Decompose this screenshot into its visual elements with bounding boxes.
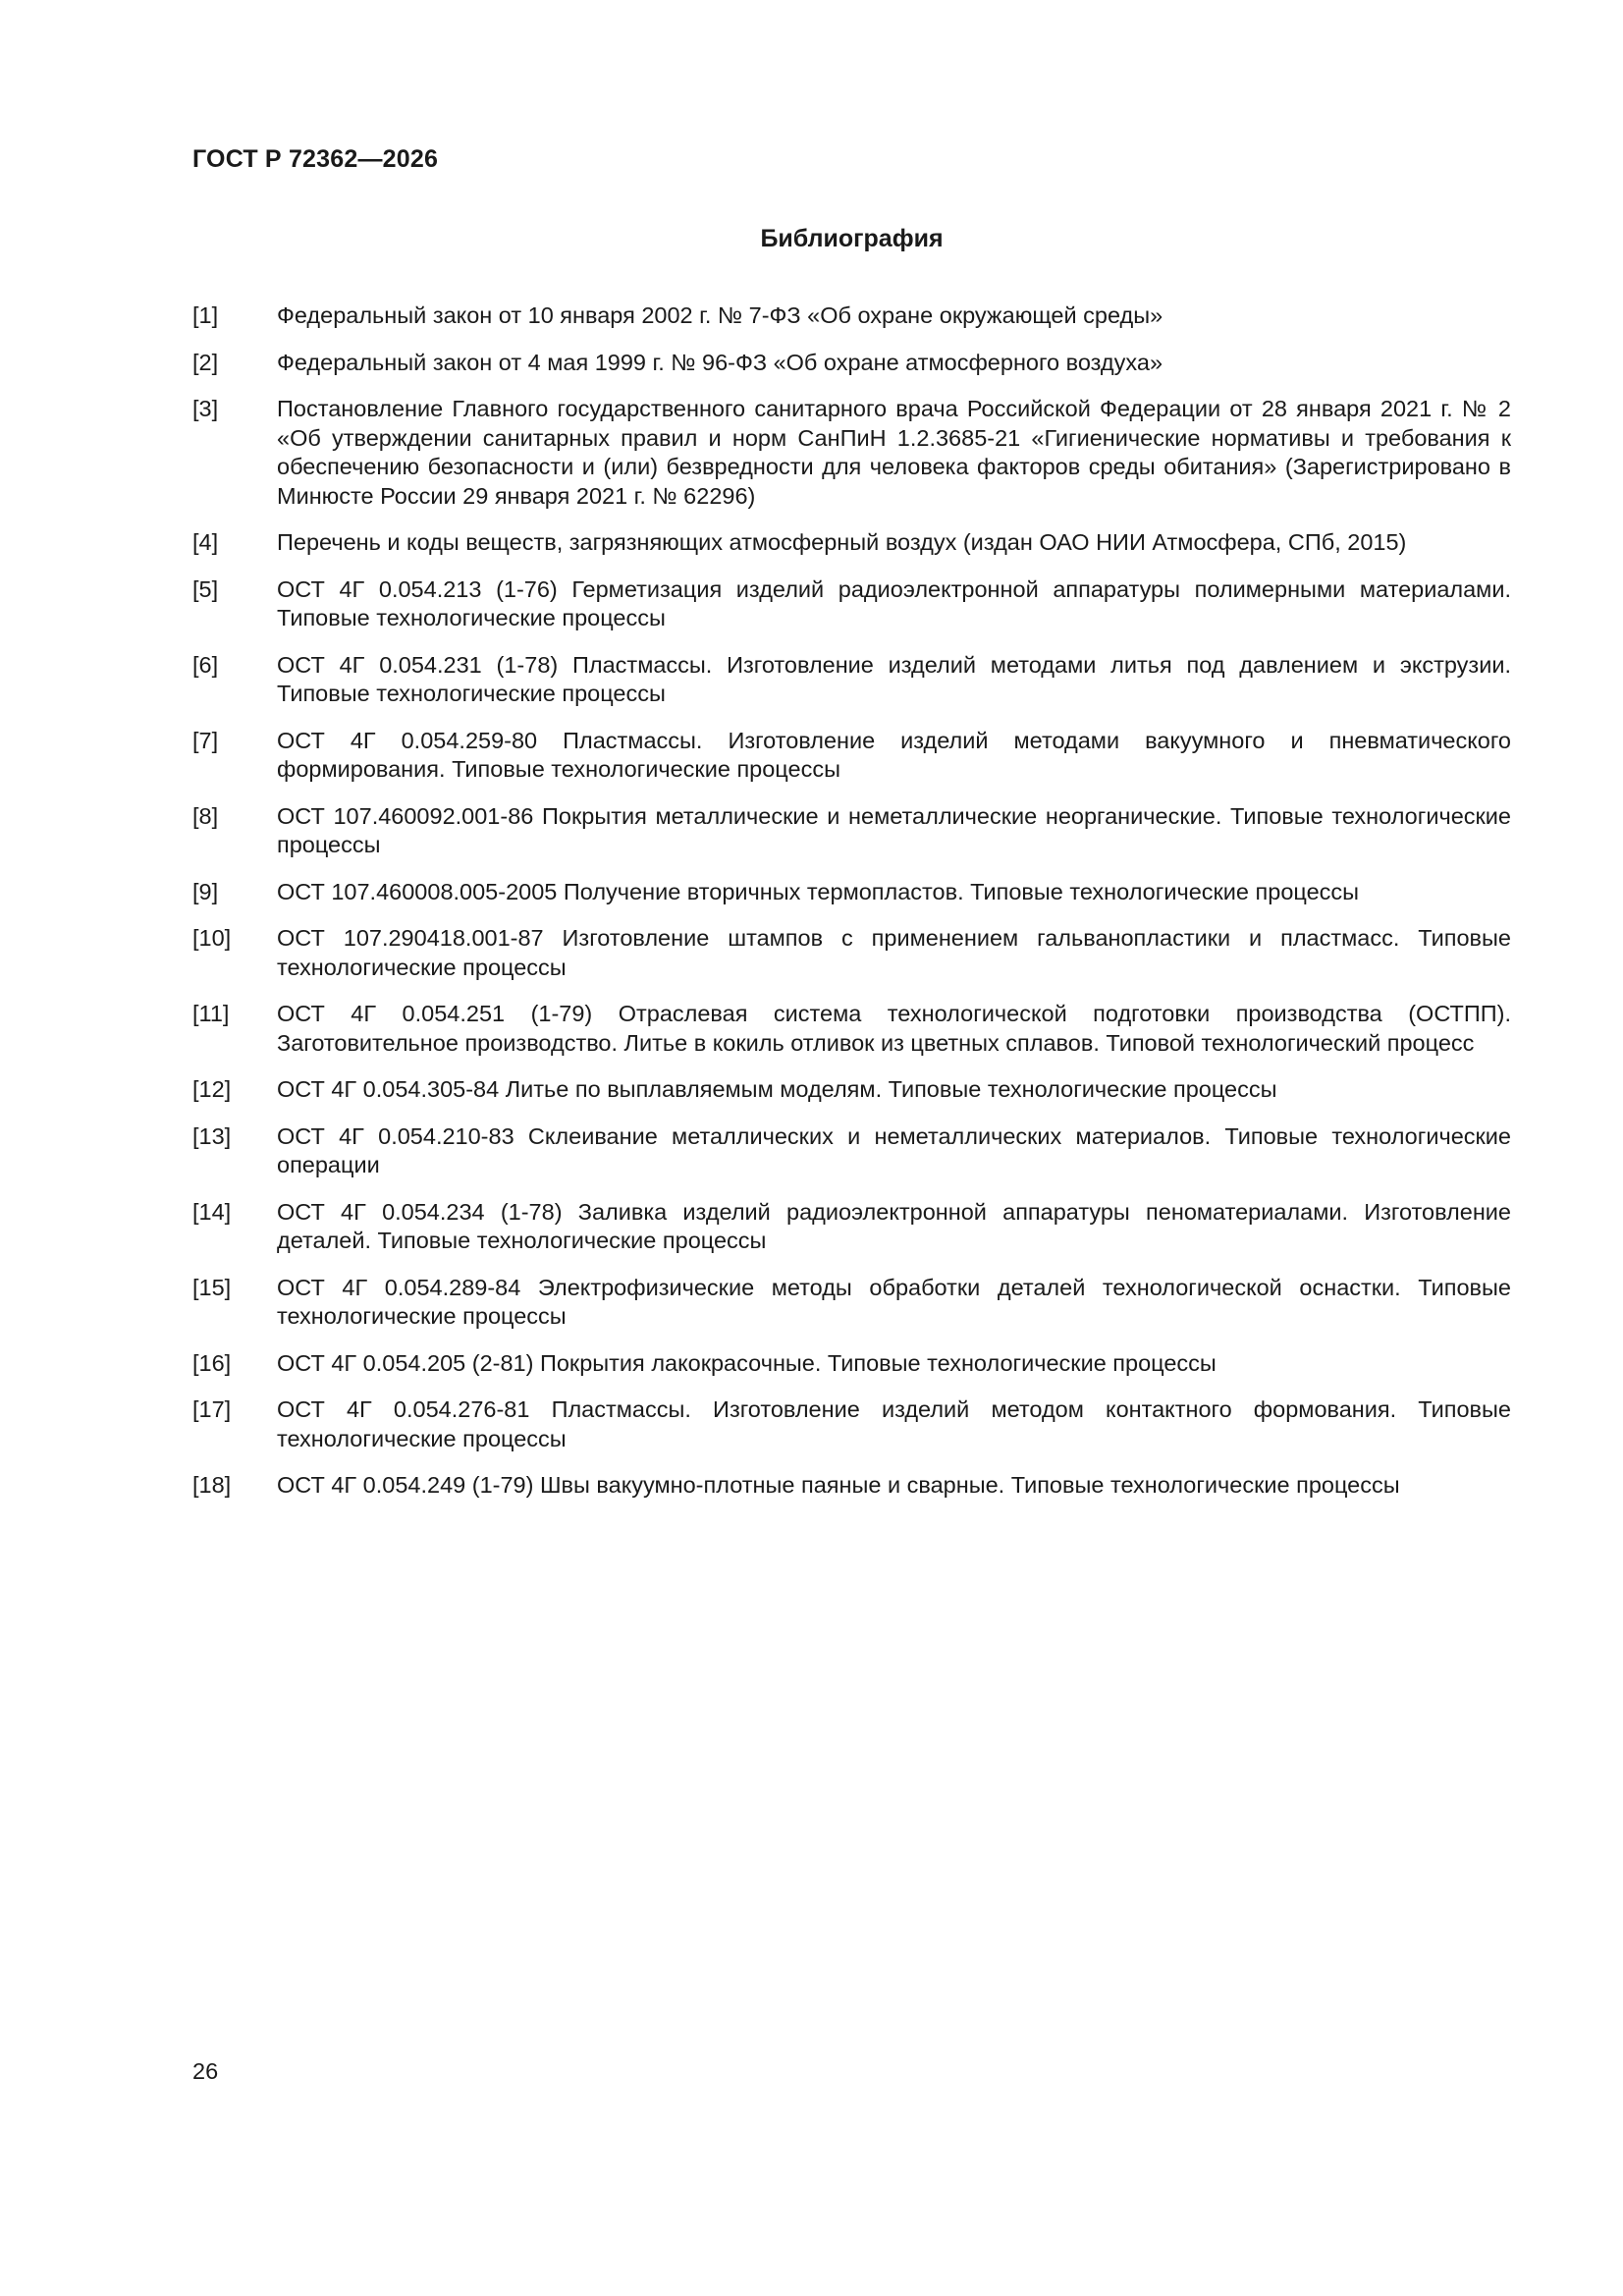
bibliography-item-number: [5] (192, 575, 219, 602)
bibliography-item (192, 1075, 1511, 1105)
bibliography-item (192, 349, 1511, 378)
bibliography-item-number: [14] (192, 1198, 232, 1225)
bibliography-item-number: [6] (192, 651, 219, 678)
bibliography-item-number: [4] (192, 529, 219, 555)
bibliography-item (192, 1395, 1511, 1453)
bibliography-item (192, 651, 1511, 709)
bibliography-item-text: ОСТ 4Г 0.054.205 (2-81) Покрытия лакокрасочные. Типовые технологические процессы (277, 1349, 1217, 1376)
bibliography-item-text: ОСТ 4Г 0.054.213 (1-76) Герметизация изделий радиоэлектронной аппаратуры полимерными материалами. Типовые технологические процессы (277, 575, 1511, 630)
bibliography-item-text: ОСТ 107.290418.001-87 Изготовление штампов с применением гальванопластики и пластмасс. Типовые технологические процессы (277, 925, 1511, 980)
bibliography-list (192, 301, 1511, 1518)
bibliography-item-number: [7] (192, 727, 219, 753)
document-code: ГОСТ Р 72362—2026 (192, 145, 439, 173)
bibliography-item-number: [8] (192, 802, 219, 829)
bibliography-item-number: [11] (192, 1001, 230, 1026)
bibliography-item (192, 878, 1511, 907)
bibliography-item-number: [15] (192, 1274, 232, 1300)
bibliography-item (192, 575, 1511, 633)
bibliography-item-text: Федеральный закон от 4 мая 1999 г. № 96-ФЗ «Об охране атмосферного воздуха» (277, 349, 1163, 375)
bibliography-item-number: [10] (192, 925, 232, 951)
bibliography-item-text: Федеральный закон от 10 января 2002 г. № 7-ФЗ «Об охране окружающей среды» (277, 302, 1163, 328)
bibliography-item (192, 1000, 1511, 1058)
bibliography-item-number: [2] (192, 349, 219, 375)
bibliography-item-text: ОСТ 107.460092.001-86 Покрытия металлические и неметаллические неорганические. Типовые технологические процессы (277, 802, 1511, 857)
bibliography-item-number: [3] (192, 396, 219, 421)
bibliography-item-number: [16] (192, 1349, 232, 1376)
bibliography-item-text: ОСТ 4Г 0.054.251 (1-79) Отраслевая система технологической подготовки производства (ОСТПП). Заготовительное производство. Литье в кокиль отливок из цветных сплавов. Типовой технологический процесс (277, 1001, 1511, 1056)
bibliography-item (192, 1471, 1511, 1501)
bibliography-item (192, 1274, 1511, 1332)
bibliography-item-number: [17] (192, 1396, 232, 1422)
bibliography-item-number: [9] (192, 878, 219, 904)
bibliography-item-text: ОСТ 4Г 0.054.276-81 Пластмассы. Изготовление изделий методом контактного формования. Типовые технологические процессы (277, 1396, 1511, 1451)
bibliography-item-number: [13] (192, 1122, 232, 1149)
bibliography-item (192, 395, 1511, 511)
bibliography-item-text: ОСТ 4Г 0.054.234 (1-78) Заливка изделий радиоэлектронной аппаратуры пеноматериалами. Изготовление деталей. Типовые технологические процессы (277, 1198, 1511, 1253)
bibliography-item (192, 1349, 1511, 1379)
bibliography-item-text: ОСТ 4Г 0.054.259-80 Пластмассы. Изготовление изделий методами вакуумного и пневматического формирования. Типовые технологические процессы (277, 727, 1511, 782)
bibliography-item-text: ОСТ 107.460008.005-2005 Получение вторичных термопластов. Типовые технологические процессы (277, 878, 1360, 904)
bibliography-title: Библиография (760, 225, 944, 252)
bibliography-item-text: Постановление Главного государственного санитарного врача Российской Федерации от 28 января 2021 г. № 2 «Об утверждении санитарных правил и норм СанПиН 1.2.3685-21 «Гигиенические нормативы и требования к обеспечению безопасности и (или) безвредности для человека факторов среды обитания» (Зарегистрировано в Минюсте России 29 января 2021 г. № 62296) (277, 396, 1511, 509)
bibliography-item (192, 1198, 1511, 1256)
bibliography-item-number: [18] (192, 1472, 232, 1498)
bibliography-item (192, 924, 1511, 982)
bibliography-item-text: Перечень и коды веществ, загрязняющих атмосферный воздух (издан ОАО НИИ Атмосфера, СПб, 2015) (277, 529, 1407, 555)
bibliography-item (192, 802, 1511, 860)
bibliography-item-text: ОСТ 4Г 0.054.231 (1-78) Пластмассы. Изготовление изделий методами литья под давлением и экструзии. Типовые технологические процессы (277, 651, 1511, 706)
bibliography-item (192, 528, 1511, 558)
bibliography-item (192, 1122, 1511, 1180)
bibliography-item-number: [1] (192, 302, 219, 328)
bibliography-item-text: ОСТ 4Г 0.054.305-84 Литье по выплавляемым моделям. Типовые технологические процессы (277, 1076, 1277, 1102)
bibliography-item (192, 727, 1511, 785)
bibliography-item (192, 301, 1511, 331)
bibliography-item-text: ОСТ 4Г 0.054.289-84 Электрофизические методы обработки деталей технологической оснастки. Типовые технологические процессы (277, 1274, 1511, 1329)
bibliography-item-text: ОСТ 4Г 0.054.249 (1-79) Швы вакуумно-плотные паяные и сварные. Типовые технологические процессы (277, 1472, 1400, 1498)
page-number: 26 (192, 2058, 219, 2084)
bibliography-item-number: [12] (192, 1076, 232, 1102)
bibliography-item-text: ОСТ 4Г 0.054.210-83 Склеивание металлических и неметаллических материалов. Типовые технологические операции (277, 1122, 1511, 1177)
